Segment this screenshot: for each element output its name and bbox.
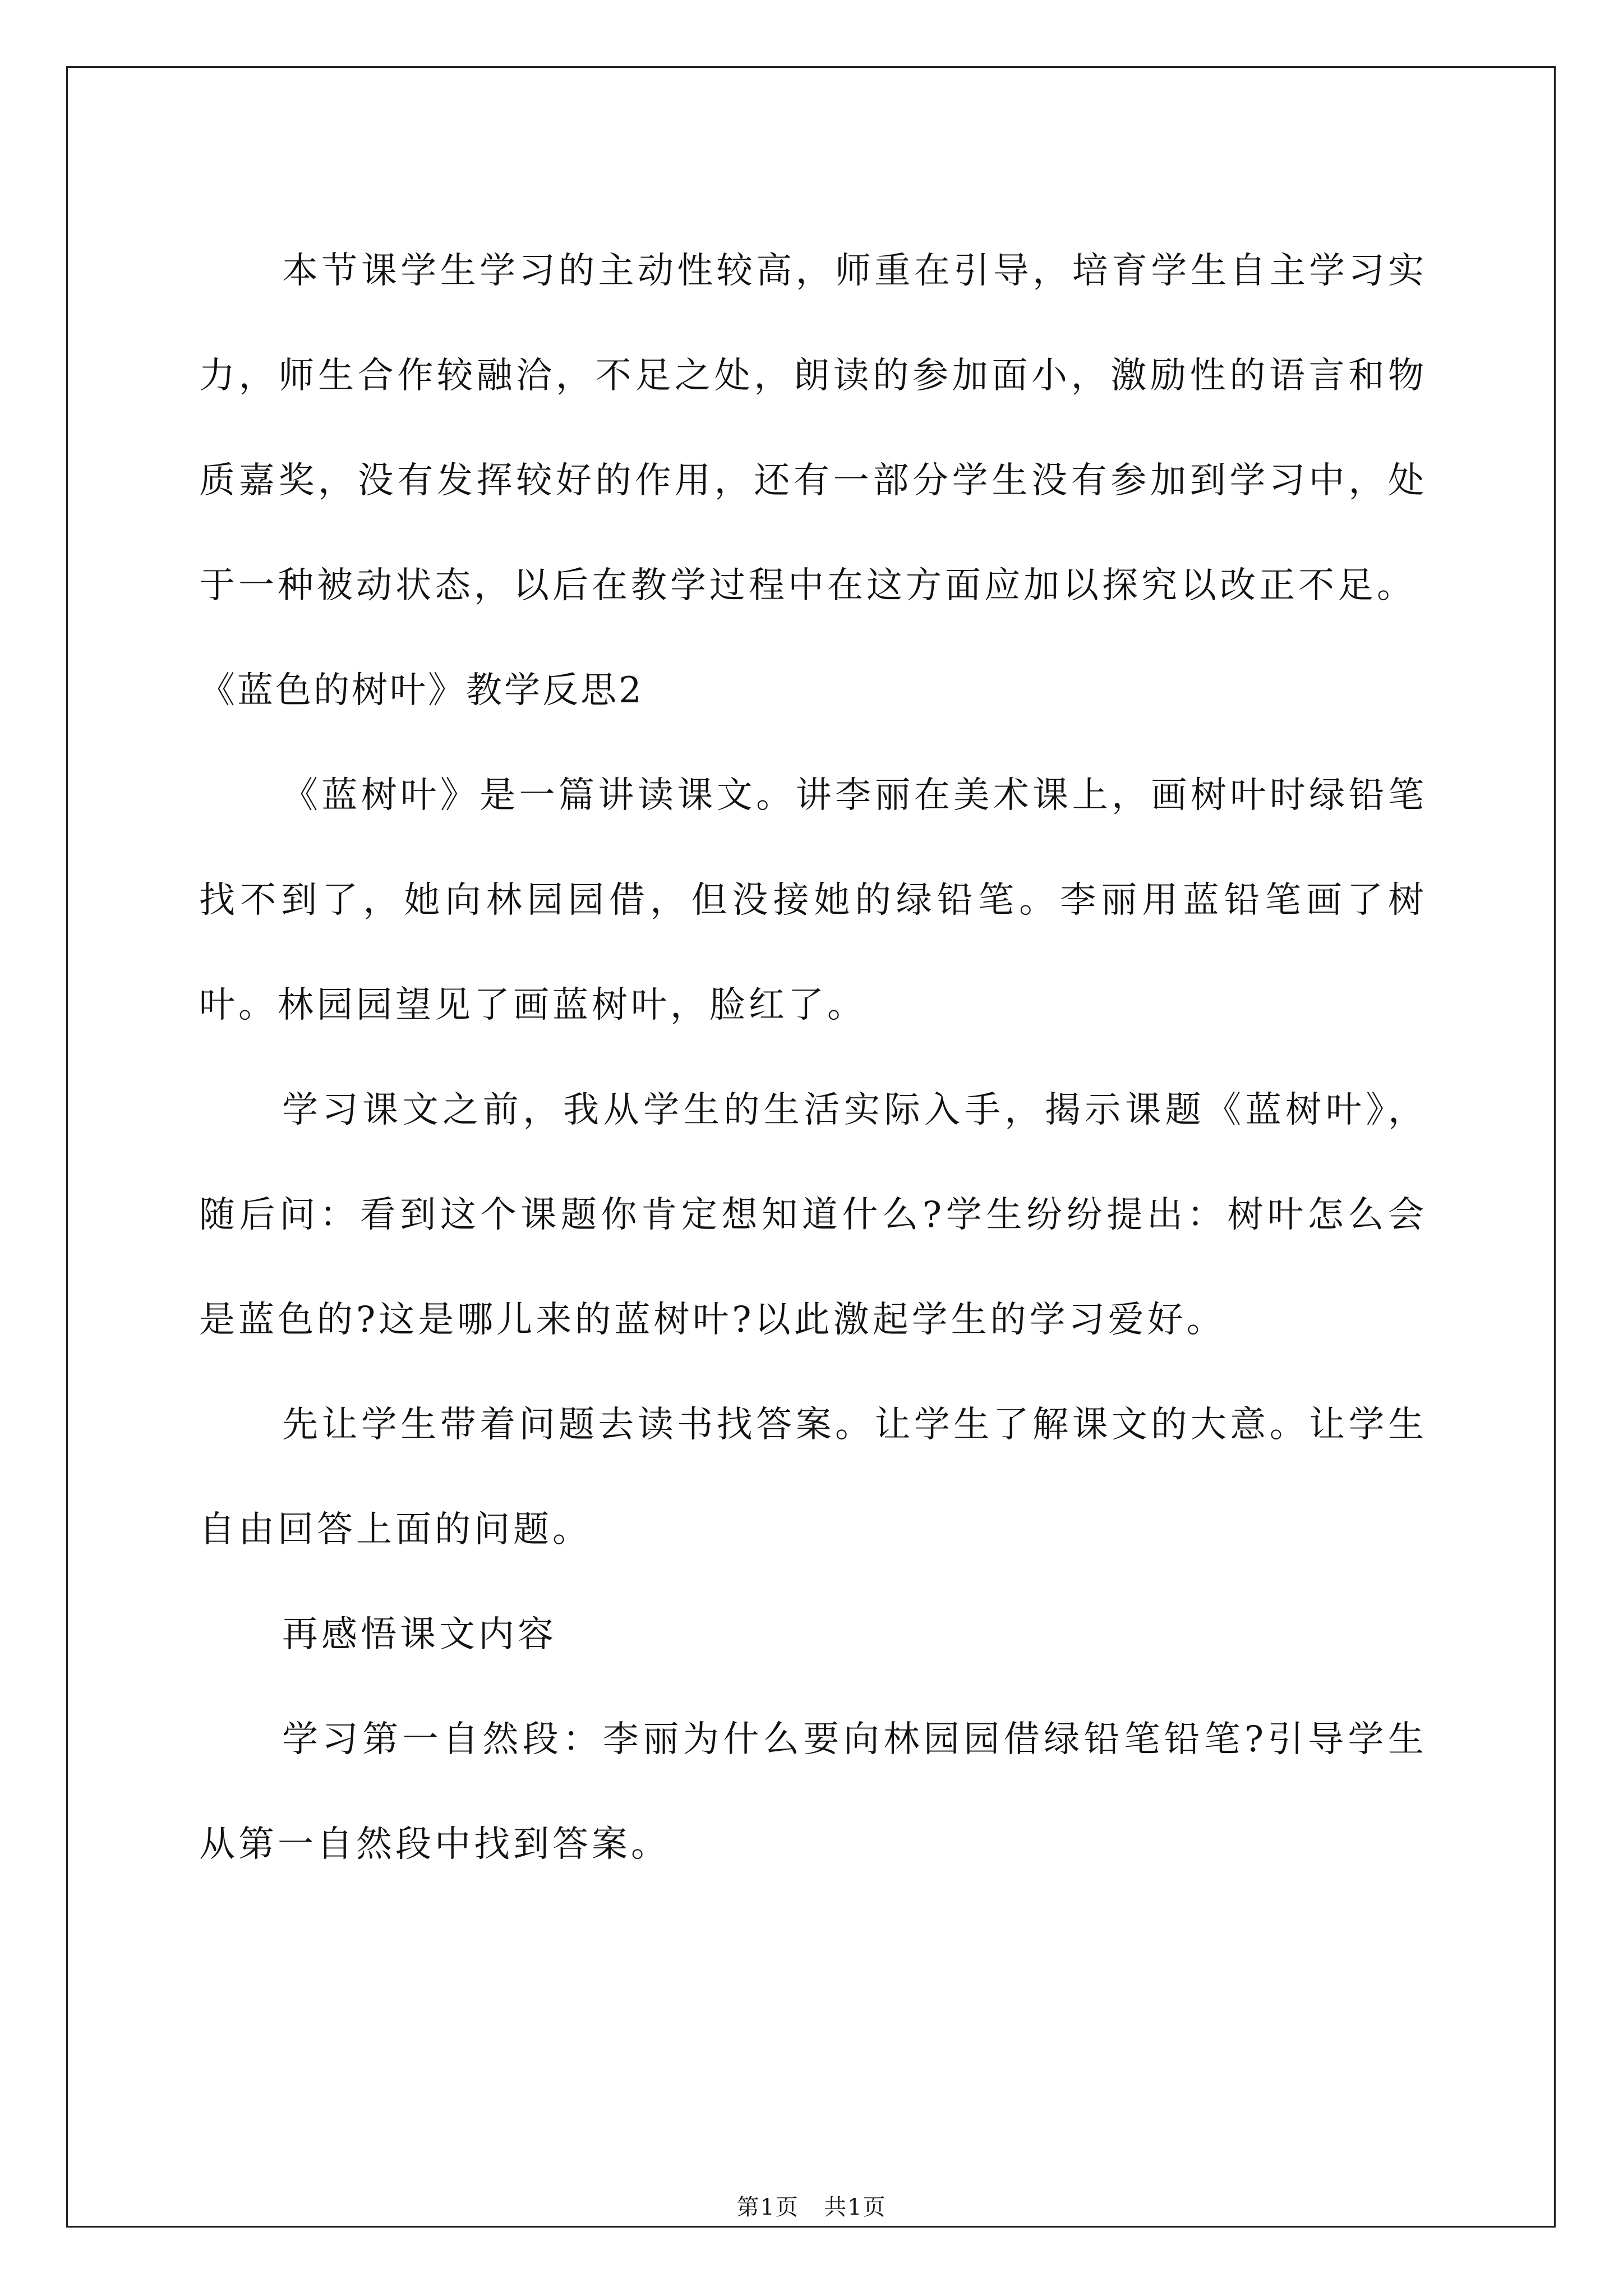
document-body	[199, 219, 1427, 1897]
page-total: 共1页	[824, 2194, 887, 2220]
page-footer	[0, 2191, 1623, 2224]
paragraph-lesson-intro: 《蓝树叶》是一篇讲读课文。讲李丽在美术课上，画树叶时绿铅笔找不到了，她向林园园借，但没接她的绿铅笔。李丽用蓝铅笔画了树叶。林园园望见了画蓝树叶，脸红了。	[199, 775, 1427, 1026]
paragraph-content-step: 再感悟课文内容	[282, 1614, 557, 1655]
page-number: 第1页	[736, 2194, 799, 2220]
paragraph-first-section: 学习第一自然段：李丽为什么要向林园园借绿铅笔铅笔?引导学生从第一自然段中找到答案。	[199, 1719, 1427, 1865]
paragraph-topic-reveal: 学习课文之前，我从学生的生活实际入手，揭示课题《蓝树叶》，随后问：看到这个课题你肯定想知道什么?学生纷纷提出：树叶怎么会是蓝色的?这是哪儿来的蓝树叶?以此激起学生的学习爱好。	[199, 1089, 1427, 1341]
paragraph-reading-task: 先让学生带着问题去读书找答案。让学生了解课文的大意。让学生自由回答上面的问题。	[199, 1404, 1427, 1550]
paragraph-reflection-1: 本节课学生学习的主动性较高，师重在引导，培育学生自主学习实力，师生合作较融洽，不足之处，朗读的参加面小，激励性的语言和物质嘉奖，没有发挥较好的作用，还有一部分学生没有参加到学习中，处于一种被动状态，以后在教学过程中在这方面应加以探究以改正不足。	[199, 250, 1427, 606]
section-heading: 《蓝色的树叶》教学反思2	[199, 670, 644, 711]
